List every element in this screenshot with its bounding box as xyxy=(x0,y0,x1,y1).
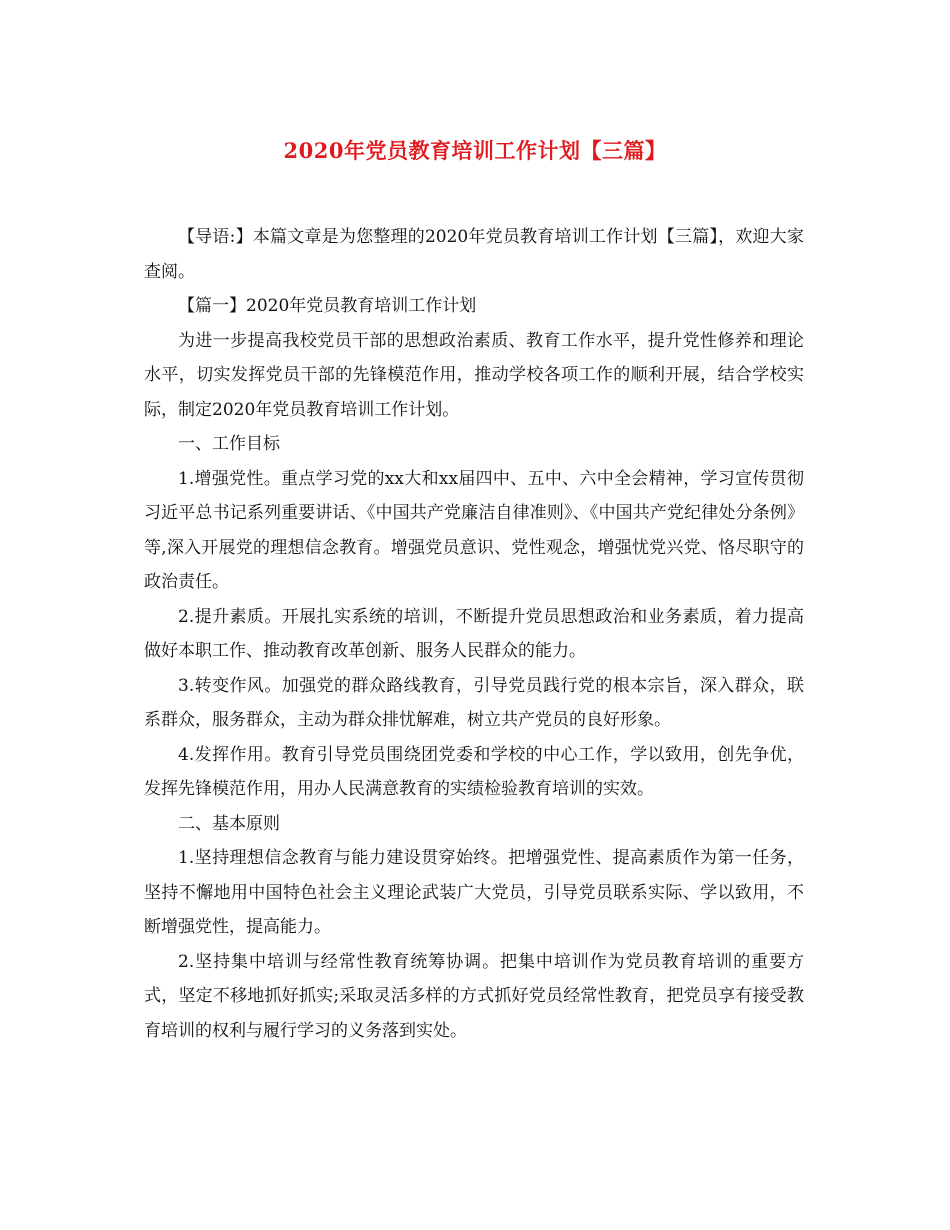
paragraph-goal-1: 1.增强党性。重点学习党的xx大和xx届四中、五中、六中全会精神，学习宣传贯彻习近平总书记系列重要讲话、《中国共产党廉洁自律准则》、《中国共产党纪律处分条例》等,深入开展党的理想信念教育。增强党员意识、党性观念，增强忧党兴党、恪尽职守的政治责任。 xyxy=(144,468,804,592)
paragraph-principle-1: 1.坚持理想信念教育与能力建设贯穿始终。把增强党性、提高素质作为第一任务，坚持不懈地用中国特色社会主义理论武装广大党员，引导党员联系实际、学以致用，不断增强党性，提高能力。 xyxy=(144,848,804,937)
document-title: 2020年党员教育培训工作计划【三篇】 xyxy=(283,138,667,163)
paragraph-goal-2: 2.提升素质。开展扎实系统的培训，不断提升党员思想政治和业务素质，着力提高做好本职工作、推动教育改革创新、服务人民群众的能力。 xyxy=(144,606,804,661)
paragraph-heading-goals: 一、工作目标 xyxy=(178,434,280,454)
document-body xyxy=(144,220,804,1048)
paragraph-heading-principles: 二、基本原则 xyxy=(178,813,280,834)
paragraph-preface: 为进一步提高我校党员干部的思想政治素质、教育工作水平，提升党性修养和理论水平，切实发挥党员干部的先锋模范作用，推动学校各项工作的顺利开展，结合学校实际，制定2020年党员教育培训工作计划。 xyxy=(144,330,804,420)
paragraph-goal-3: 3.转变作风。加强党的群众路线教育，引导党员践行党的根本宗旨，深入群众，联系群众，服务群众，主动为群众排忧解难，树立共产党员的良好形象。 xyxy=(144,675,804,730)
paragraph-goal-4: 4.发挥作用。教育引导党员围绕团党委和学校的中心工作，学以致用，创先争优，发挥先锋模范作用，用办人民满意教育的实绩检验教育培训的实效。 xyxy=(144,744,804,799)
paragraph-principle-2: 2.坚持集中培训与经常性教育统筹协调。把集中培训作为党员教育培训的重要方式，坚定不移地抓好抓实;采取灵活多样的方式抓好党员经常性教育，把党员享有接受教育培训的权利与履行学习的义务落到实处。 xyxy=(144,951,804,1041)
paragraph-section-heading: 【篇一】2020年党员教育培训工作计划 xyxy=(178,296,477,316)
paragraph-intro: 【导语:】本篇文章是为您整理的2020年党员教育培训工作计划【三篇】，欢迎大家查阅。 xyxy=(144,227,804,282)
